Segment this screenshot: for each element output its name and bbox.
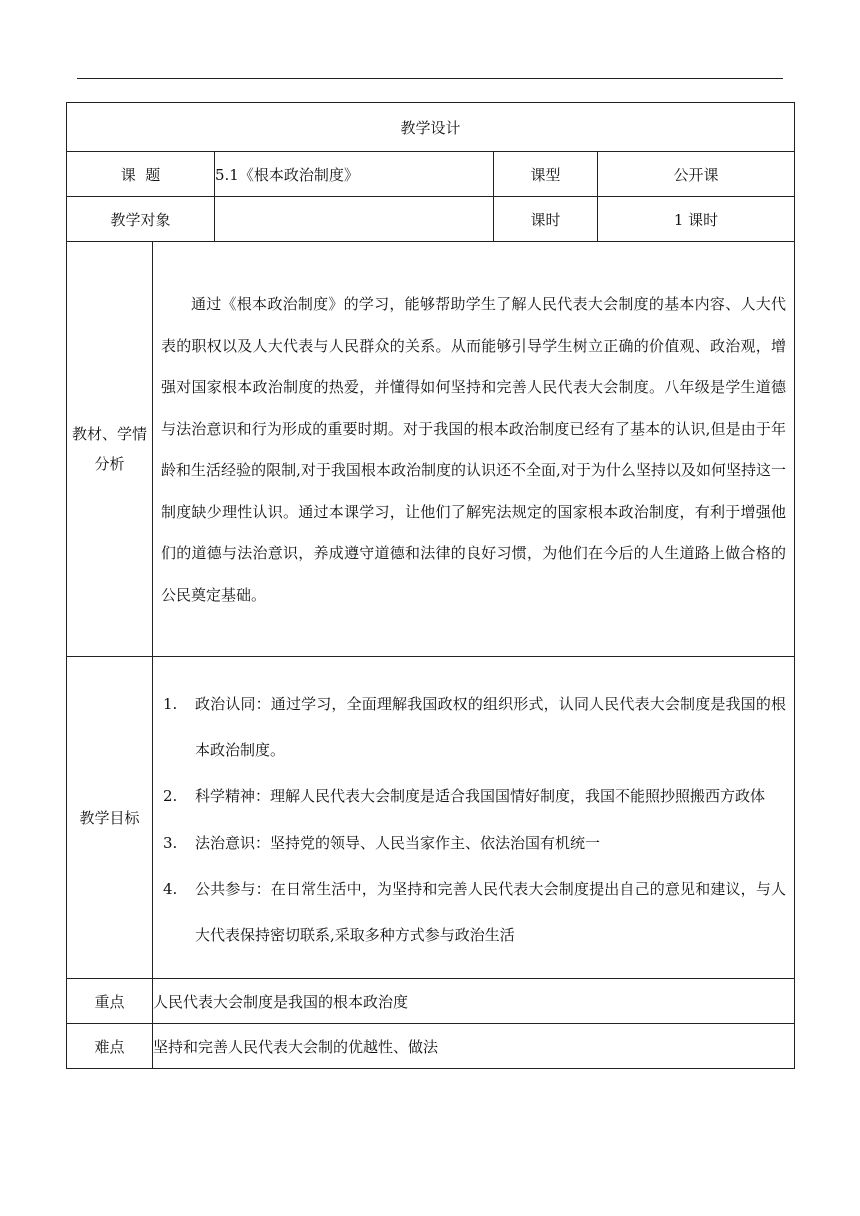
analysis-cell — [153, 242, 795, 657]
analysis-label — [67, 242, 153, 657]
audience-label: 教学对象 — [67, 197, 215, 242]
periods-value: 1 课时 — [598, 197, 795, 242]
objective-number: 2. — [163, 787, 178, 806]
analysis-row — [67, 242, 795, 657]
objective-number: 1. — [163, 694, 178, 713]
periods-label: 课时 — [494, 197, 598, 242]
objectives-row — [67, 657, 795, 979]
topic-row — [67, 152, 795, 197]
title-row — [67, 103, 795, 152]
list-item — [153, 773, 786, 819]
difficulty-row — [67, 1024, 795, 1069]
topic-value: 5.1《根本政治制度》 — [215, 152, 494, 197]
topic-label: 课 题 — [67, 152, 215, 197]
analysis-text: 通过《根本政治制度》的学习，能够帮助学生了解人民代表大会制度的基本内容、人大代表的职权以及人大代表与人民群众的关系。从而能够引导学生树立正确的价值观、政治观，增强对国家根本政治制度的热爱，并懂得如何坚持和完善人民代表大会制度。八年级是学生道德与法治意识和行为形成的重要时期。对于我国的根本政治制度已经有了基本的认识,但是由于年龄和生活经验的限制,对于我国根本政治制度的认识还不全面,对于为什么坚持以及如何坚持这一制度缺少理性认识。通过本课学习，让他们了解宪法规定的国家根本政治制度，有利于增强他们的道德与法治意识，养成遵守道德和法律的良好习惯，为他们在今后的人生道路上做合格的公民奠定基础。 — [161, 295, 786, 604]
list-item — [153, 681, 786, 774]
key-point-row — [67, 979, 795, 1024]
objectives-cell — [153, 657, 795, 979]
list-item — [153, 866, 786, 959]
analysis-label-text: 教材、学情分析 — [71, 425, 147, 473]
key-point-value: 人民代表大会制度是我国的根本政治度 — [153, 979, 795, 1024]
audience-row — [67, 197, 795, 242]
objectives-label: 教学目标 — [67, 657, 153, 979]
objective-text: 法治意识：坚持党的领导、人民当家作主、依法治国有机统一 — [195, 833, 601, 852]
lesson-type-value: 公开课 — [598, 152, 795, 197]
list-item — [153, 820, 786, 866]
lesson-type-label: 课型 — [494, 152, 598, 197]
difficulty-value: 坚持和完善人民代表大会制的优越性、做法 — [153, 1024, 795, 1069]
lesson-plan-table — [66, 102, 795, 1069]
objective-number: 4. — [163, 879, 178, 898]
objective-text: 政治认同：通过学习，全面理解我国政权的组织形式，认同人民代表大会制度是我国的根本政治制度。 — [195, 694, 786, 759]
audience-value — [215, 197, 494, 242]
difficulty-label: 难点 — [67, 1024, 153, 1069]
objectives-list — [153, 673, 794, 963]
table-title: 教学设计 — [67, 103, 795, 152]
objective-number: 3. — [163, 833, 178, 852]
key-point-label: 重点 — [67, 979, 153, 1024]
header-rule — [77, 78, 783, 79]
objective-text: 科学精神：理解人民代表大会制度是适合我国国情好制度，我国不能照抄照搬西方政体 — [195, 787, 766, 806]
objective-text: 公共参与：在日常生活中，为坚持和完善人民代表大会制度提出自己的意见和建议，与人大代表保持密切联系,采取多种方式参与政治生活 — [195, 879, 786, 945]
